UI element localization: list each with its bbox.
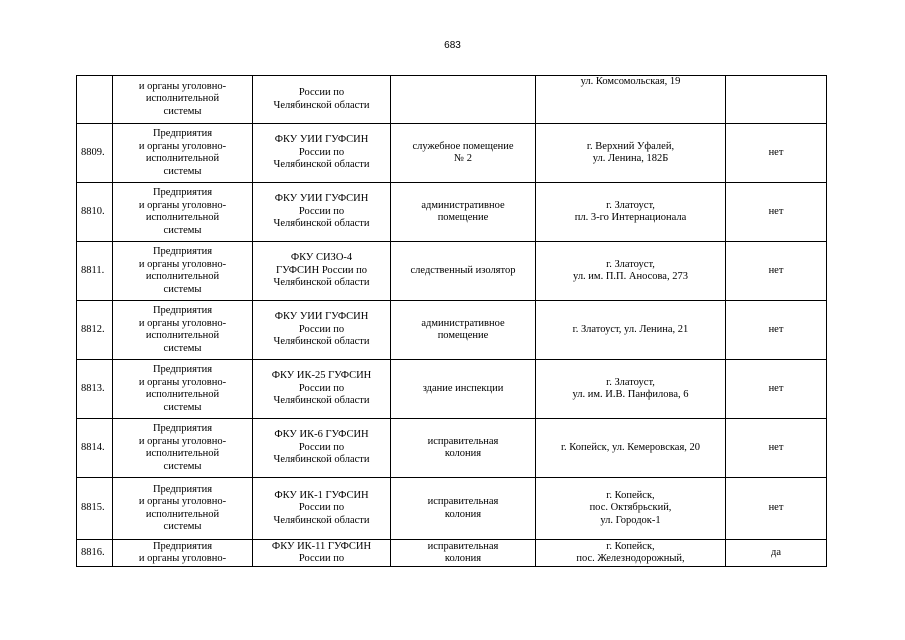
- category-cell: Предприятия и органы уголовно-: [113, 540, 253, 567]
- facility-type-cell: исправительная колония: [391, 419, 536, 478]
- address-cell: г. Верхний Уфалей, ул. Ленина, 182Б: [536, 124, 726, 183]
- facility-type-cell: служебное помещение № 2: [391, 124, 536, 183]
- organization-cell: ФКУ УИИ ГУФСИН России по Челябинской области: [253, 124, 391, 183]
- flag-cell: нет: [726, 183, 827, 242]
- facility-type-cell: исправительная колония: [391, 478, 536, 540]
- facility-type-cell: [391, 76, 536, 124]
- table-row: [77, 124, 827, 183]
- row-number: 8813.: [77, 360, 113, 419]
- organization-cell: ФКУ ИК-1 ГУФСИН России по Челябинской области: [253, 478, 391, 540]
- flag-cell: нет: [726, 124, 827, 183]
- row-number: [77, 76, 113, 124]
- flag-cell: да: [726, 540, 827, 567]
- flag-cell: нет: [726, 301, 827, 360]
- facilities-table: [76, 75, 827, 567]
- organization-cell: ФКУ ИК-11 ГУФСИН России по: [253, 540, 391, 567]
- row-number: 8816.: [77, 540, 113, 567]
- organization-cell: ФКУ ИК-6 ГУФСИН России по Челябинской области: [253, 419, 391, 478]
- address-cell: г. Златоуст, ул. Ленина, 21: [536, 301, 726, 360]
- page-number: 683: [444, 40, 461, 51]
- category-cell: Предприятия и органы уголовно- исполнительной системы: [113, 478, 253, 540]
- flag-cell: нет: [726, 360, 827, 419]
- table-row: [77, 242, 827, 301]
- row-number: 8812.: [77, 301, 113, 360]
- flag-cell: нет: [726, 419, 827, 478]
- facility-type-cell: исправительная колония: [391, 540, 536, 567]
- category-cell: Предприятия и органы уголовно- исполнительной системы: [113, 183, 253, 242]
- organization-cell: ФКУ ИК-25 ГУФСИН России по Челябинской области: [253, 360, 391, 419]
- address-cell: г. Копейск, пос. Октябрьский, ул. Городок-1: [536, 478, 726, 540]
- organization-cell: ФКУ СИЗО-4 ГУФСИН России по Челябинской области: [253, 242, 391, 301]
- category-cell: Предприятия и органы уголовно- исполнительной системы: [113, 124, 253, 183]
- facility-type-cell: административное помещение: [391, 183, 536, 242]
- table-row: [77, 183, 827, 242]
- category-cell: Предприятия и органы уголовно- исполнительной системы: [113, 242, 253, 301]
- table-row: [77, 301, 827, 360]
- row-number: 8810.: [77, 183, 113, 242]
- category-cell: Предприятия и органы уголовно- исполнительной системы: [113, 419, 253, 478]
- category-cell: Предприятия и органы уголовно- исполнительной системы: [113, 301, 253, 360]
- row-number: 8814.: [77, 419, 113, 478]
- facility-type-cell: следственный изолятор: [391, 242, 536, 301]
- category-cell: и органы уголовно- исполнительной системы: [113, 76, 253, 124]
- row-number: 8811.: [77, 242, 113, 301]
- organization-cell: России по Челябинской области: [253, 76, 391, 124]
- table-row: [77, 419, 827, 478]
- row-number: 8809.: [77, 124, 113, 183]
- table-row: [77, 76, 827, 124]
- organization-cell: ФКУ УИИ ГУФСИН России по Челябинской области: [253, 301, 391, 360]
- flag-cell: нет: [726, 242, 827, 301]
- address-cell: ул. Комсомольская, 19: [536, 76, 726, 124]
- table-row: [77, 360, 827, 419]
- organization-cell: ФКУ УИИ ГУФСИН России по Челябинской области: [253, 183, 391, 242]
- address-cell: г. Копейск, пос. Железнодорожный,: [536, 540, 726, 567]
- address-cell: г. Копейск, ул. Кемеровская, 20: [536, 419, 726, 478]
- address-cell: г. Златоуст, ул. им. И.В. Панфилова, 6: [536, 360, 726, 419]
- address-cell: г. Златоуст, пл. 3-го Интернационала: [536, 183, 726, 242]
- table-row: [77, 478, 827, 540]
- table-row: [77, 540, 827, 567]
- row-number: 8815.: [77, 478, 113, 540]
- facility-type-cell: здание инспекции: [391, 360, 536, 419]
- flag-cell: [726, 76, 827, 124]
- category-cell: Предприятия и органы уголовно- исполнительной системы: [113, 360, 253, 419]
- facility-type-cell: административное помещение: [391, 301, 536, 360]
- flag-cell: нет: [726, 478, 827, 540]
- address-cell: г. Златоуст, ул. им. П.П. Аносова, 273: [536, 242, 726, 301]
